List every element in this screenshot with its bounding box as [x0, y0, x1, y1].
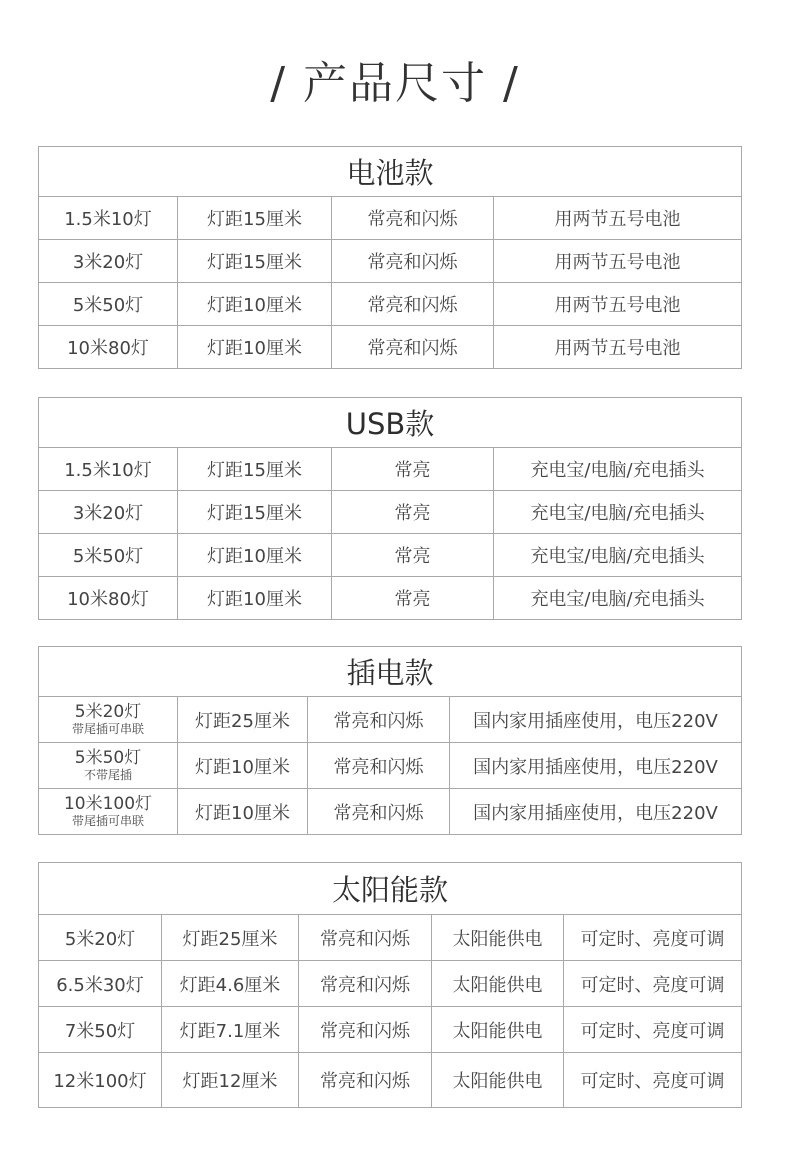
- usb-table-title: USB款: [39, 398, 742, 448]
- table-cell: 1.5米10灯: [39, 448, 178, 491]
- usb-spec-table: [38, 397, 742, 620]
- table-cell: 灯距10厘米: [178, 789, 308, 835]
- table-cell: 常亮和闪烁: [332, 240, 494, 283]
- table-cell: [39, 743, 178, 789]
- table-row: [39, 1007, 742, 1053]
- table-cell: 可定时、亮度可调: [564, 1007, 742, 1053]
- table-cell: 灯距15厘米: [178, 197, 332, 240]
- table-row: [39, 961, 742, 1007]
- table-cell: 太阳能供电: [432, 1007, 564, 1053]
- table-cell: [39, 789, 178, 835]
- table-cell: 灯距10厘米: [178, 743, 308, 789]
- battery-spec-table: [38, 146, 742, 369]
- table-row: [39, 1053, 742, 1108]
- table-row: [39, 283, 742, 326]
- table-cell: 用两节五号电池: [494, 326, 742, 369]
- table-cell: 常亮和闪烁: [299, 1007, 432, 1053]
- table-cell: 充电宝/电脑/充电插头: [494, 577, 742, 620]
- table-row: [39, 577, 742, 620]
- product-name: 5米50灯: [74, 748, 142, 768]
- table-cell: 灯距10厘米: [178, 326, 332, 369]
- table-cell: 灯距25厘米: [178, 697, 308, 743]
- table-row: [39, 743, 742, 789]
- solar-spec-table: [38, 862, 742, 1108]
- table-cell: 6.5米30灯: [39, 961, 162, 1007]
- table-cell: 国内家用插座使用，电压220V: [450, 789, 742, 835]
- product-name: 5米20灯: [74, 702, 142, 722]
- table-cell: 用两节五号电池: [494, 240, 742, 283]
- table-cell: 常亮和闪烁: [299, 1053, 432, 1108]
- table-cell: 常亮: [332, 448, 494, 491]
- table-cell: 常亮和闪烁: [299, 915, 432, 961]
- table-cell: 5米50灯: [39, 283, 178, 326]
- table-cell: 充电宝/电脑/充电插头: [494, 491, 742, 534]
- table-row: [39, 197, 742, 240]
- solar-table-title: 太阳能款: [39, 863, 742, 915]
- table-cell: 灯距25厘米: [162, 915, 299, 961]
- table-cell: 10米80灯: [39, 326, 178, 369]
- table-cell: 5米20灯: [39, 915, 162, 961]
- plugin-table-title: 插电款: [39, 647, 742, 697]
- table-cell: 灯距15厘米: [178, 491, 332, 534]
- table-cell: 3米20灯: [39, 491, 178, 534]
- table-cell: 常亮和闪烁: [299, 961, 432, 1007]
- table-cell: 1.5米10灯: [39, 197, 178, 240]
- table-row: [39, 491, 742, 534]
- table-cell: 灯距4.6厘米: [162, 961, 299, 1007]
- table-cell: 灯距7.1厘米: [162, 1007, 299, 1053]
- product-note: 不带尾插: [83, 768, 132, 782]
- table-row: [39, 915, 742, 961]
- table-cell: 常亮和闪烁: [332, 326, 494, 369]
- table-cell: 灯距10厘米: [178, 283, 332, 326]
- table-cell: 太阳能供电: [432, 961, 564, 1007]
- table-cell: 10米80灯: [39, 577, 178, 620]
- table-cell: 太阳能供电: [432, 1053, 564, 1108]
- table-cell: 充电宝/电脑/充电插头: [494, 534, 742, 577]
- table-cell: 灯距15厘米: [178, 240, 332, 283]
- table-cell: 常亮和闪烁: [308, 789, 450, 835]
- table-cell: 常亮和闪烁: [308, 743, 450, 789]
- table-cell: 常亮: [332, 577, 494, 620]
- table-cell: 常亮和闪烁: [332, 283, 494, 326]
- table-cell: 灯距10厘米: [178, 534, 332, 577]
- table-cell: 常亮和闪烁: [332, 197, 494, 240]
- table-cell: 用两节五号电池: [494, 283, 742, 326]
- table-row: [39, 240, 742, 283]
- table-cell: 常亮和闪烁: [308, 697, 450, 743]
- table-cell: 用两节五号电池: [494, 197, 742, 240]
- table-cell: 国内家用插座使用，电压220V: [450, 743, 742, 789]
- table-cell: 常亮: [332, 491, 494, 534]
- table-cell: 太阳能供电: [432, 915, 564, 961]
- product-note: 带尾插可串联: [71, 814, 144, 828]
- battery-table-title: 电池款: [39, 147, 742, 197]
- table-cell: 可定时、亮度可调: [564, 961, 742, 1007]
- table-cell: 5米50灯: [39, 534, 178, 577]
- table-cell: 可定时、亮度可调: [564, 1053, 742, 1108]
- plugin-spec-table: [38, 646, 742, 835]
- table-cell: 充电宝/电脑/充电插头: [494, 448, 742, 491]
- table-row: [39, 326, 742, 369]
- table-row: [39, 534, 742, 577]
- table-cell: 国内家用插座使用，电压220V: [450, 697, 742, 743]
- table-cell: 7米50灯: [39, 1007, 162, 1053]
- page-title: / 产品尺寸 /: [270, 58, 520, 109]
- product-note: 带尾插可串联: [71, 722, 144, 736]
- table-cell: 灯距10厘米: [178, 577, 332, 620]
- table-row: [39, 448, 742, 491]
- table-cell: 3米20灯: [39, 240, 178, 283]
- table-row: [39, 697, 742, 743]
- product-name: 10米100灯: [63, 794, 153, 814]
- table-cell: 可定时、亮度可调: [564, 915, 742, 961]
- table-row: [39, 789, 742, 835]
- table-cell: 12米100灯: [39, 1053, 162, 1108]
- table-cell: 常亮: [332, 534, 494, 577]
- table-cell: [39, 697, 178, 743]
- table-cell: 灯距15厘米: [178, 448, 332, 491]
- table-cell: 灯距12厘米: [162, 1053, 299, 1108]
